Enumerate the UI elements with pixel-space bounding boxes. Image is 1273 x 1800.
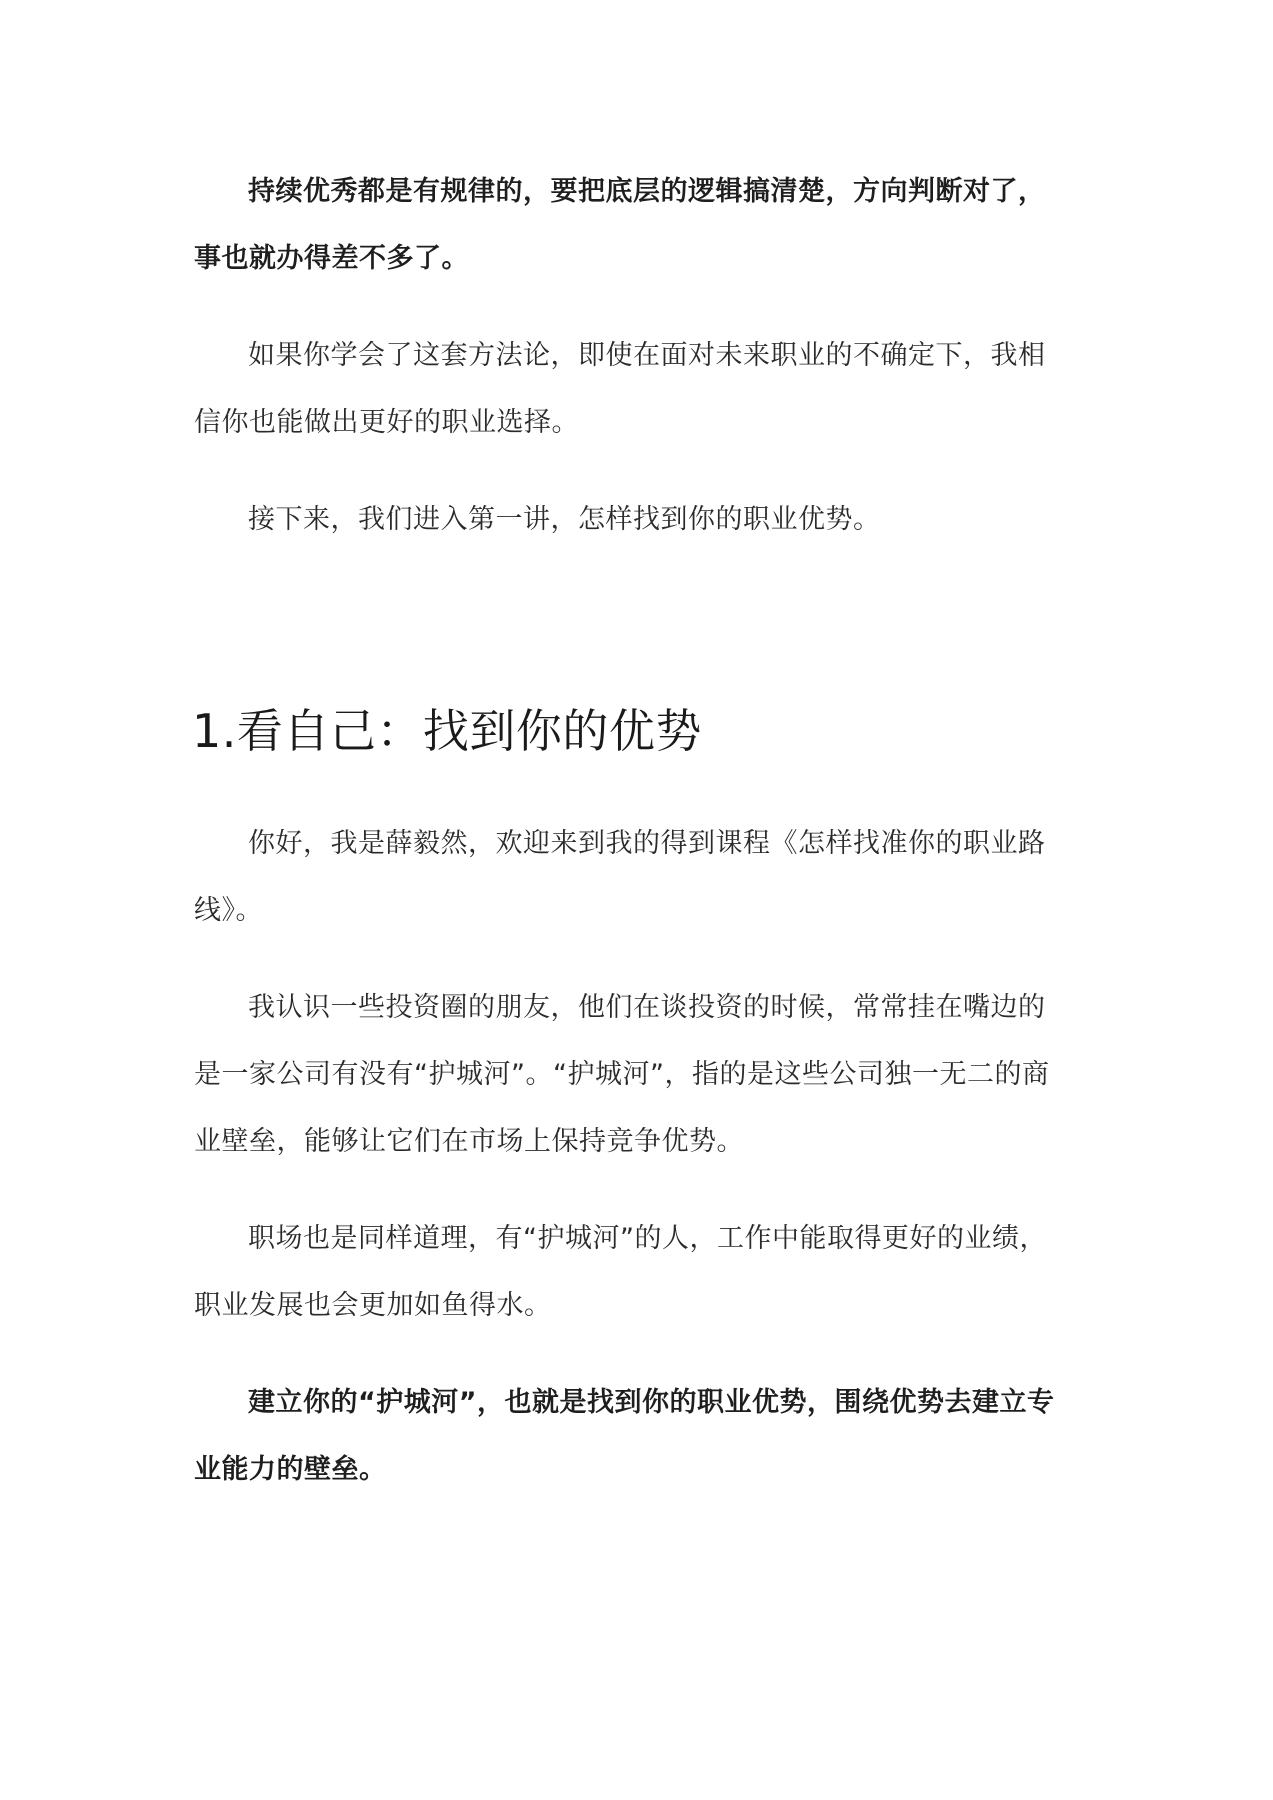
paragraph-workplace-moat: 职场也是同样道理，有“护城河”的人，工作中能取得更好的业绩，职业发展也会更加如鱼得水。 bbox=[194, 1223, 1047, 1321]
paragraph-next-lecture: 接下来，我们进入第一讲，怎样找到你的职业优势。 bbox=[248, 504, 881, 535]
section-heading: 1.看自己：找到你的优势 bbox=[192, 704, 702, 758]
paragraph-greeting: 你好，我是薛毅然，欢迎来到我的得到课程《怎样找准你的职业路线》。 bbox=[194, 828, 1046, 926]
paragraph-methodology: 如果你学会了这套方法论，即使在面对未来职业的不确定下，我相信你也能做出更好的职业选择。 bbox=[194, 340, 1046, 438]
bold-paragraph-consistent-excellence: 持续优秀都是有规律的，要把底层的逻辑搞清楚，方向判断对了，事也就办得差不多了。 bbox=[194, 176, 1046, 274]
paragraph-moat-investing: 我认识一些投资圈的朋友，他们在谈投资的时候，常常挂在嘴边的是一家公司有没有“护城河”。“护城河”，指的是这些公司独一无二的商业壁垒，能够让它们在市场上保持竞争优势。 bbox=[194, 992, 1050, 1157]
bold-paragraph-build-moat: 建立你的“护城河”，也就是找到你的职业优势，围绕优势去建立专业能力的壁垒。 bbox=[194, 1387, 1055, 1485]
